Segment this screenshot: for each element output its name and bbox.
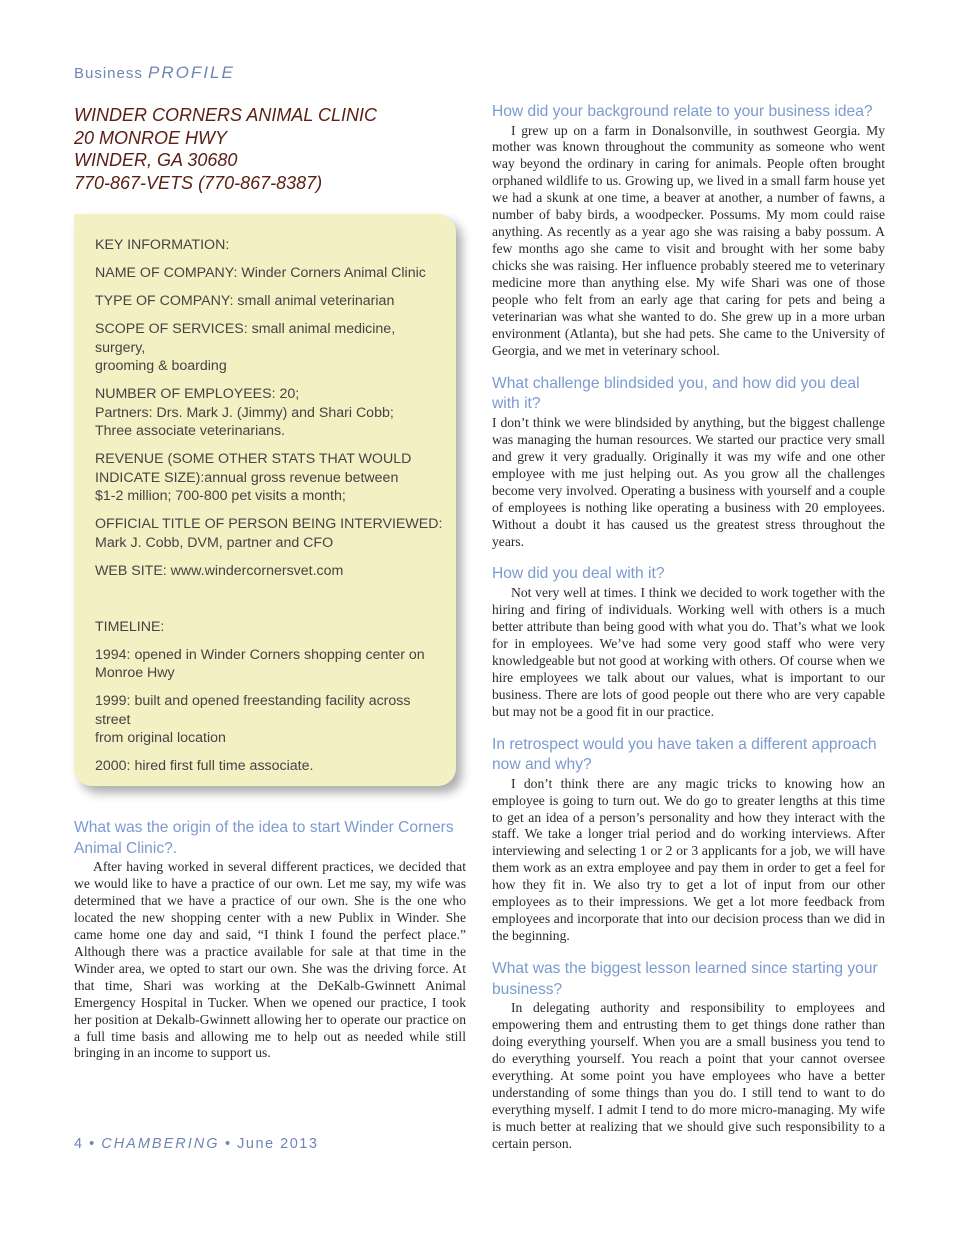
timeline-line: Monroe Hwy [95, 665, 175, 681]
timeline-2000: 2000: hired first full time associate. [95, 758, 314, 774]
official-title [95, 515, 444, 552]
answer-paragraph: I grew up on a farm in Donalsonville, in southwest Georgia. My mother was known throughout the community as someone who went way beyond the ordinary in caring for animals. People often brought orphaned wildlife to us. Growing up, we lived in a small farm house yet we had a skunk at one time, a beaver at another, a number of fawns, a number of baby birds, a woodpecker. Possums. My mom could raise anything. As recently as a year ago she was raising a baby possum. A few months ago she came to visit and brought with her some baby chicks she was raising. Her influence probably steered me to veterinary medicine more than anything else. My wife Shari was one of those people who felt from an early age that caring for pets and being a veterinarian was what she wanted to do. She grew up in a more urban environment (Atlanta), but she had pets. She came to the University of Georgia, and we met in veterinary school. [492, 122, 885, 358]
company-type: TYPE OF COMPANY: small animal veterinarian [95, 293, 395, 309]
key-info-heading: KEY INFORMATION: [95, 237, 230, 253]
revenue-line: REVENUE (SOME OTHER STATS THAT WOULD [95, 451, 412, 467]
website: WEB SITE: www.windercornersvet.com [95, 562, 344, 579]
scope-line: grooming & boarding [95, 358, 227, 374]
qa-challenge [492, 374, 885, 551]
qa-retrospect [492, 735, 885, 946]
timeline-1994 [95, 646, 444, 683]
section-word: Business [74, 65, 143, 82]
employees-line: NUMBER OF EMPLOYEES: 20; [95, 386, 300, 402]
answer-paragraph: I don’t think there are any magic tricks to knowing how an employee is going to turn out. We do go to greater lengths at this time to get an idea of a person’s personality and how they interact with the staff. We take a longer trial period and do working interviews. After interviewing and selecting 1 or 2 or 3 applicants for a job, we will have them work as an extra employee and pay them in order to get a feel for how they fit in. We also try to get a lot of input from our other employees as to their impressions. We get a lot more feedback from employees and incorporate that into our decision process than we did in the beginning. [492, 775, 885, 944]
footer-separator: • [89, 1136, 96, 1152]
right-column [492, 102, 885, 1167]
revenue [95, 450, 444, 506]
revenue-line: INDICATE SIZE):annual gross revenue between [95, 469, 399, 486]
question-heading: In retrospect would you have taken a different approach now and why? [492, 735, 877, 774]
business-name: WINDER CORNERS ANIMAL CLINIC [74, 105, 378, 125]
timeline-heading: TIMELINE: [95, 618, 165, 635]
page-footer [74, 1136, 318, 1152]
employees-line: Three associate veterinarians. [95, 423, 286, 439]
business-address [74, 104, 454, 194]
footer-separator: • [225, 1136, 232, 1152]
title-line: Mark J. Cobb, DVM, partner and CFO [95, 534, 334, 551]
answer-paragraph: Not very well at times. I think we decided to work together with the hiring and firing of individuals. Working well with others is a much better attribute than being good with what you do. That’s what we look for in employees. We’ve had some very good staff who were very knowledgeable but not good at working with others. Of course when we hire employees we talk about our values, what is important to our business. There are lots of good people out there who are very capable but may not be a good fit in our practice. [492, 584, 885, 719]
question-heading: What was the biggest lesson learned since starting your business? [492, 960, 878, 998]
answer-paragraph: In delegating authority and responsibility to employees and empowering them and entrusting them to get things done rather than doing everything yourself. When you are a small business you tend to do everything yourself. You reach a point that your cannot oversee everything. At some point you have employees who have a better understanding of some things than you do. I still tend to want to do everything myself. I admit I tend to do more micro-managing. My wife is much better at realizing that we should give such responsibility to a certain person. [492, 1000, 885, 1151]
employees-line: Partners: Drs. Mark J. (Jimmy) and Shari Cobb; [95, 404, 394, 421]
qa-deal [492, 564, 885, 720]
answer-paragraph: After having worked in several different practices, we decided that we would like to have a practice of our own. Let me say, my wife was determined that we have a practice of our own. She is the one who located the new shopping center with a new Publix in Winder. She came home one day and said, “I think I found the perfect place.” Although there was a practice available for sale at that time in the Winder area, we opted to start our own. She was the driving force. At that time, Shari was working at the DeKalb-Gwinnett Animal Emergency Hospital in Tucker. When we opened our practice, I took her position at Dekalb-Gwinnett allowing her to operate our practice on a full time basis and allowing me to help out as needed while still bringing in an income to support us. [74, 859, 466, 1061]
issue-date: June 2013 [237, 1136, 319, 1152]
company-name: NAME OF COMPANY: Winder Corners Animal Clinic [95, 265, 426, 281]
timeline-line: from original location [95, 730, 226, 746]
page-number: 4 [74, 1136, 84, 1152]
question-heading: What challenge blindsided you, and how did you deal with it? [492, 374, 860, 413]
timeline-line: 1994: opened in Winder Corners shopping center on [95, 646, 425, 663]
qa-origin [74, 818, 466, 1062]
scope-of-services [95, 320, 444, 376]
question-heading: What was the origin of the idea to start Winder Corners Animal Clinic?. [74, 819, 454, 857]
section-title: PROFILE [148, 63, 235, 82]
answer-paragraph: I don’t think we were blindsided by anything, but the biggest challenge was managing the human resources. We started our practice very small and grew it very gradually. Originally it was my wife and one other employee with me just helping out. As you grow all the challenges become very involved. Operating a business with yourself and a couple of employees is nothing like operating a business with 20 employees. Without a doubt it has caused us the greatest stress throughout the years. [492, 414, 885, 549]
key-information-box [74, 214, 456, 786]
number-of-employees [95, 385, 444, 441]
revenue-line: $1-2 million; 700-800 pet visits a month; [95, 488, 346, 504]
left-column [74, 818, 466, 1076]
qa-background [492, 102, 885, 360]
question-heading: How did your background relate to your business idea? [492, 103, 873, 120]
qa-lesson [492, 959, 885, 1153]
title-line: OFFICIAL TITLE OF PERSON BEING INTERVIEWED: [95, 516, 443, 532]
section-label [74, 63, 235, 83]
business-phone: 770-867-VETS (770-867-8387) [74, 172, 323, 193]
business-street: 20 MONROE HWY [74, 127, 228, 148]
timeline-line: 1999: built and opened freestanding facility across street [95, 693, 411, 728]
timeline-1999 [95, 692, 444, 748]
business-city: WINDER, GA 30680 [74, 150, 238, 170]
publication-name: CHAMBERING [101, 1136, 220, 1152]
question-heading: How did you deal with it? [492, 565, 665, 583]
scope-line: SCOPE OF SERVICES: small animal medicine, surgery, [95, 321, 396, 356]
